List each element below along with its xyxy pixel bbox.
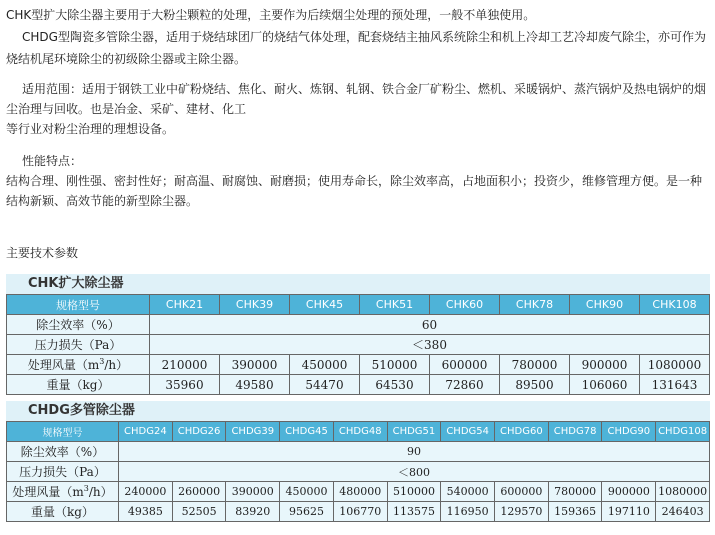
model-cell: CHDG26 xyxy=(172,422,226,442)
airflow-cell: 780000 xyxy=(548,482,602,502)
airflow-cell: 480000 xyxy=(333,482,387,502)
airflow-cell: 600000 xyxy=(495,482,549,502)
weight-label: 重量（kg） xyxy=(7,375,150,395)
airflow-cell: 510000 xyxy=(360,355,430,375)
scope-line-1: 适用范围：适用于钢铁工业中矿粉烧结、焦化、耐火、炼钢、轧钢、铁合金厂矿粉尘、燃机、采暖锅炉、蒸汽锅炉及热电锅炉的烟 xyxy=(22,82,707,96)
model-cell: CHDG39 xyxy=(226,422,280,442)
model-cell: CHK39 xyxy=(220,295,290,315)
weight-cell: 54470 xyxy=(290,375,360,395)
model-cell: CHDG60 xyxy=(495,422,549,442)
efficiency-value: 90 xyxy=(119,442,710,462)
weight-cell: 113575 xyxy=(387,502,441,522)
efficiency-label: 除尘效率（%） xyxy=(7,442,119,462)
weight-cell: 106060 xyxy=(570,375,640,395)
weight-cell: 52505 xyxy=(172,502,226,522)
model-header-label: 规格型号 xyxy=(7,422,119,442)
weight-cell: 129570 xyxy=(495,502,549,522)
pressure-value: ＜800 xyxy=(119,462,710,482)
model-cell: CHK51 xyxy=(360,295,430,315)
airflow-cell: 450000 xyxy=(290,355,360,375)
airflow-label-sup: 3 xyxy=(99,357,105,366)
model-header-label: 规格型号 xyxy=(7,295,150,315)
params-title: 主要技术参数 xyxy=(6,246,79,260)
airflow-cell: 210000 xyxy=(150,355,220,375)
model-cell: CHK78 xyxy=(500,295,570,315)
airflow-cell: 450000 xyxy=(280,482,334,502)
weight-cell: 246403 xyxy=(656,502,710,522)
weight-cell: 49385 xyxy=(119,502,173,522)
airflow-cell: 600000 xyxy=(430,355,500,375)
model-cell: CHDG78 xyxy=(548,422,602,442)
weight-cell: 159365 xyxy=(548,502,602,522)
airflow-label xyxy=(7,482,119,502)
airflow-cell: 900000 xyxy=(570,355,640,375)
features-line-1: 结构合理、刚性强、密封性好；耐高温、耐腐蚀、耐磨损；使用寿命长，除尘效率高，占地面积小；投资少，维修管理方便。是一种 xyxy=(6,174,703,188)
weight-cell: 49580 xyxy=(220,375,290,395)
pressure-label: 压力损失（Pa） xyxy=(7,462,119,482)
airflow-label-post: /h） xyxy=(88,485,113,499)
intro-line-2: CHDG型陶瓷多管除尘器，适用于烧结球团厂的烧结气体处理，配套烧结主抽风系统除尘和机上冷却工艺冷却废气除尘，亦可作为 xyxy=(22,30,706,44)
table-row xyxy=(7,355,710,375)
table-row xyxy=(7,315,710,335)
chk-table-caption: CHK扩大除尘器 xyxy=(6,274,710,294)
weight-cell: 131643 xyxy=(640,375,710,395)
airflow-cell: 510000 xyxy=(387,482,441,502)
model-cell: CHK21 xyxy=(150,295,220,315)
chk-table-block xyxy=(6,274,710,395)
weight-label: 重量（kg） xyxy=(7,502,119,522)
airflow-label-post: /h） xyxy=(104,358,129,372)
pressure-value: ＜380 xyxy=(150,335,710,355)
table-row xyxy=(7,375,710,395)
model-cell: CHDG51 xyxy=(387,422,441,442)
intro-line-1: CHK型扩大除尘器主要用于大粉尘颗粒的处理，主要作为后续烟尘处理的预处理，一般不单独使用。 xyxy=(6,8,536,22)
model-cell: CHDG108 xyxy=(656,422,710,442)
table-row xyxy=(7,335,710,355)
chk-spec-table xyxy=(6,294,710,395)
airflow-cell: 540000 xyxy=(441,482,495,502)
weight-cell: 72860 xyxy=(430,375,500,395)
airflow-cell: 390000 xyxy=(220,355,290,375)
table-row xyxy=(7,422,710,442)
table-row xyxy=(7,462,710,482)
efficiency-value: 60 xyxy=(150,315,710,335)
airflow-label-pre: 处理风量（m xyxy=(27,358,100,372)
features-line-2: 结构新颖、高效节能的新型除尘器。 xyxy=(6,194,199,208)
weight-cell: 35960 xyxy=(150,375,220,395)
weight-cell: 89500 xyxy=(500,375,570,395)
airflow-cell: 780000 xyxy=(500,355,570,375)
chdg-table-caption: CHDG多管除尘器 xyxy=(6,401,710,421)
pressure-label: 压力损失（Pa） xyxy=(7,335,150,355)
model-cell: CHDG90 xyxy=(602,422,656,442)
weight-cell: 106770 xyxy=(333,502,387,522)
airflow-cell: 260000 xyxy=(172,482,226,502)
model-cell: CHDG54 xyxy=(441,422,495,442)
chdg-table-block xyxy=(6,401,710,522)
weight-cell: 64530 xyxy=(360,375,430,395)
features-title: 性能特点： xyxy=(22,154,83,168)
airflow-cell: 1080000 xyxy=(640,355,710,375)
model-cell: CHDG45 xyxy=(280,422,334,442)
scope-line-2: 尘治理与回收。也是冶金、采矿、建材、化工 xyxy=(6,102,247,116)
chdg-spec-table xyxy=(6,421,710,522)
airflow-cell: 1080000 xyxy=(656,482,710,502)
model-cell: CHK108 xyxy=(640,295,710,315)
table-row xyxy=(7,482,710,502)
model-cell: CHK45 xyxy=(290,295,360,315)
model-cell: CHDG24 xyxy=(119,422,173,442)
airflow-cell: 900000 xyxy=(602,482,656,502)
model-cell: CHK90 xyxy=(570,295,640,315)
model-cell: CHDG48 xyxy=(333,422,387,442)
weight-cell: 95625 xyxy=(280,502,334,522)
weight-cell: 197110 xyxy=(602,502,656,522)
weight-cell: 83920 xyxy=(226,502,280,522)
intro-line-3: 烧结机尾环境除尘的初级除尘器或主除尘器。 xyxy=(6,52,247,66)
airflow-cell: 390000 xyxy=(226,482,280,502)
scope-line-3: 等行业对粉尘治理的理想设备。 xyxy=(6,122,175,136)
table-row xyxy=(7,442,710,462)
table-row xyxy=(7,502,710,522)
efficiency-label: 除尘效率（%） xyxy=(7,315,150,335)
table-row xyxy=(7,295,710,315)
airflow-label-sup: 3 xyxy=(83,484,89,493)
model-cell: CHK60 xyxy=(430,295,500,315)
weight-cell: 116950 xyxy=(441,502,495,522)
airflow-label xyxy=(7,355,150,375)
airflow-label-pre: 处理风量（m xyxy=(12,485,84,499)
airflow-cell: 240000 xyxy=(119,482,173,502)
